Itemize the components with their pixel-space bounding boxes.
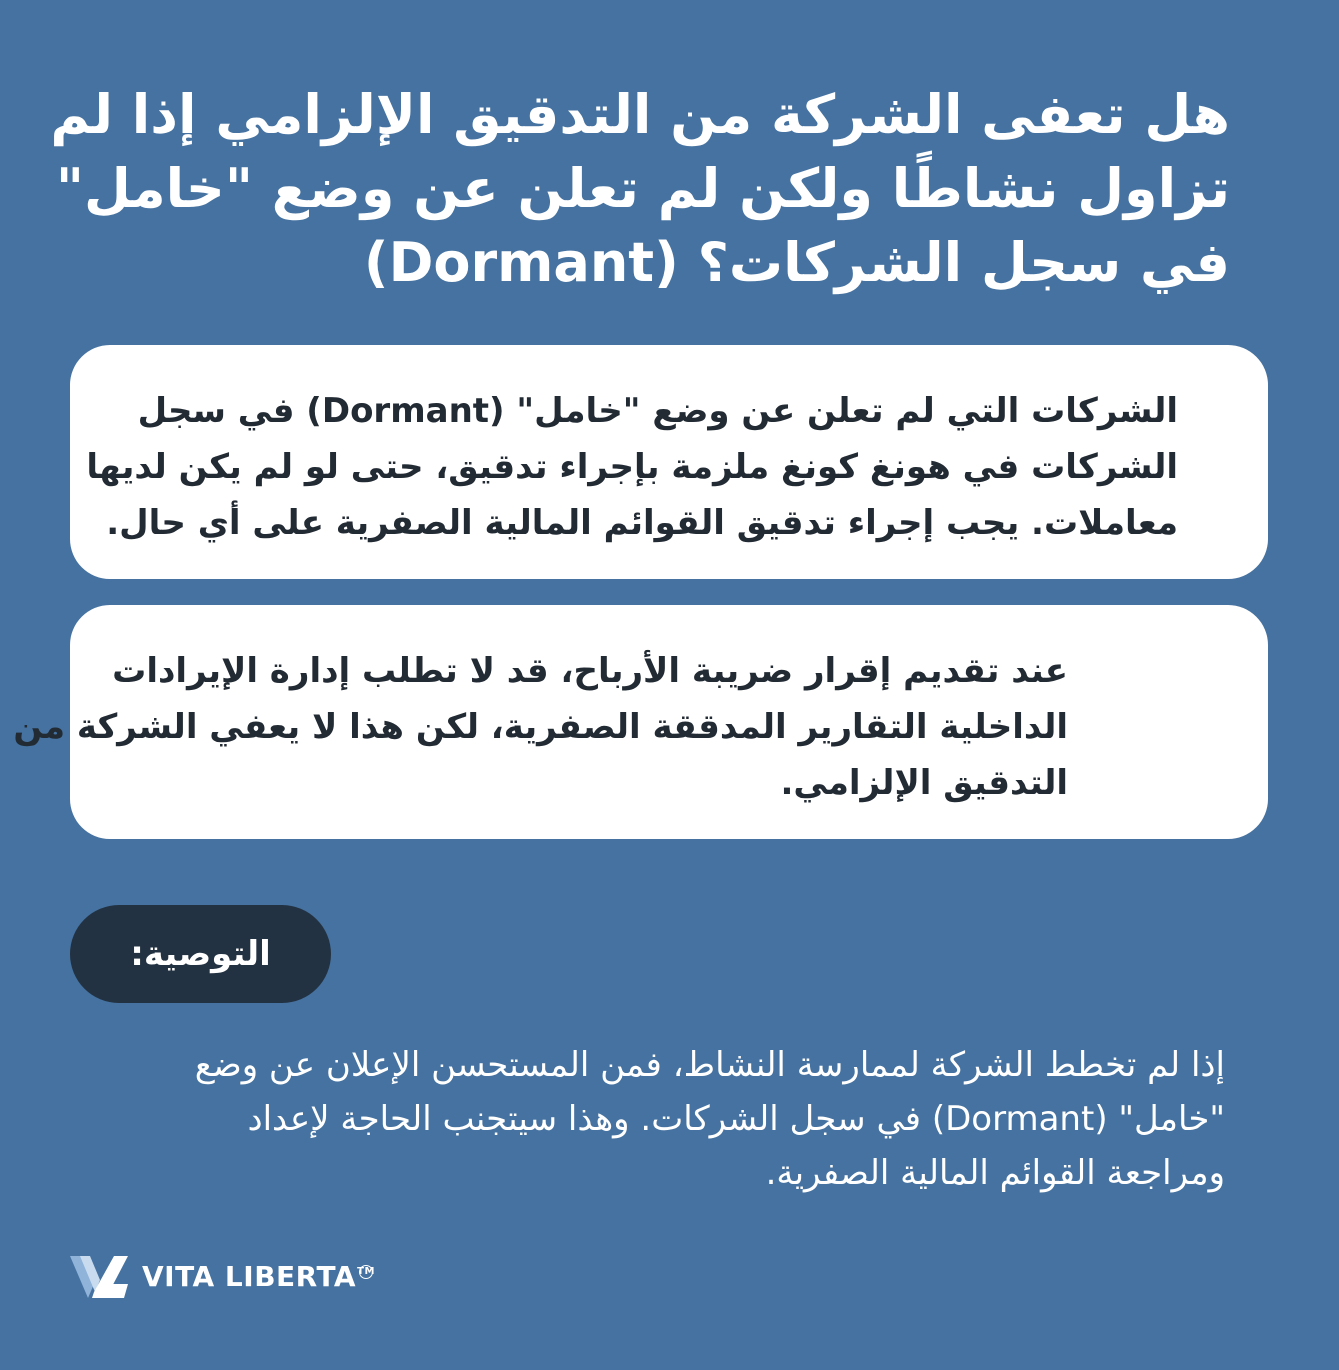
info-card-line: الشركات التي لم تعلن عن وضع "خامل" (Dormant) في سجل [137,391,1178,431]
page-title [50,78,1230,300]
recommendation-text [70,1038,1225,1200]
recommendation-line: إذا لم تخطط الشركة لممارسة النشاط، فمن المستحسن الإعلان عن وضع [194,1045,1225,1085]
info-card-line: معاملات. يجب إجراء تدقيق القوائم المالية الصفرية على أي حال. [106,503,1178,543]
title-line: في سجل الشركات؟ (Dormant) [363,231,1230,294]
recommendation-label: التوصية: [70,905,331,1003]
info-card-text [13,643,1068,811]
recommendation-line: "خامل" (Dormant) في سجل الشركات. وهذا سيتجنب الحاجة لإعداد [247,1099,1225,1139]
title-line: هل تعفى الشركة من التدقيق الإلزامي إذا لم [50,83,1230,146]
title-line: تزاول نشاطًا ولكن لم تعلن عن وضع "خامل" [55,157,1230,220]
info-card-line: التدقيق الإلزامي. [780,763,1068,803]
info-card-line: الشركات في هونغ كونغ ملزمة بإجراء تدقيق، حتى لو لم يكن لديها [86,447,1178,487]
vita-liberta-logo-icon [70,1254,132,1300]
info-card-tax-return [13,605,1268,839]
brand-name: VITA LIBERTATM [142,1260,375,1293]
info-card-line: الداخلية التقارير المدققة الصفرية، لكن هذا لا يعفي الشركة من [13,707,1068,747]
brand-logo [70,1252,373,1302]
info-card-dormant-status [70,345,1268,579]
info-card-text [86,383,1178,551]
trademark-symbol: TM [357,1266,375,1277]
recommendation-line: ومراجعة القوائم المالية الصفرية. [765,1153,1225,1193]
info-card-line: عند تقديم إقرار ضريبة الأرباح، قد لا تطلب إدارة الإيرادات [112,651,1068,691]
